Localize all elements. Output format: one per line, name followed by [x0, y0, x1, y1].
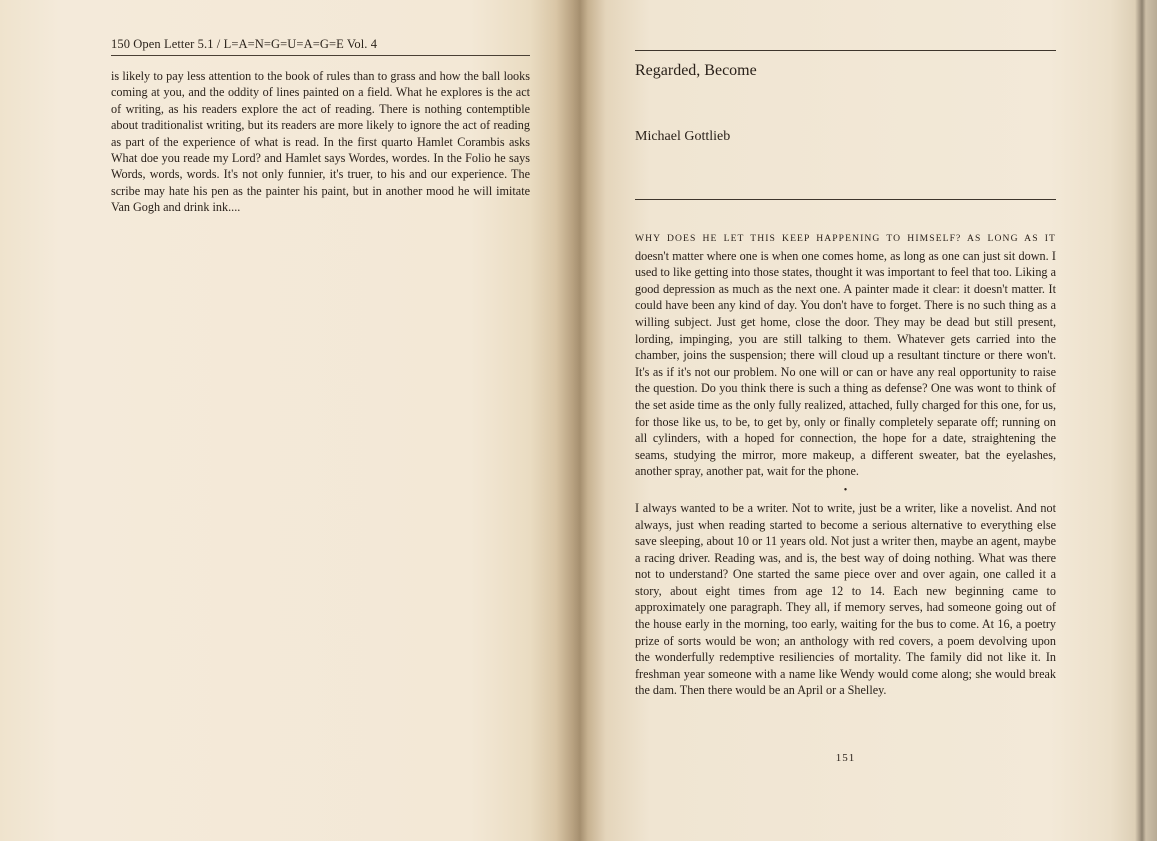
title-block-rule — [635, 199, 1056, 200]
left-page-text — [111, 68, 530, 216]
article-title: Regarded, Become — [635, 62, 757, 79]
opening-small-caps: WHY DOES HE LET THIS KEEP HAPPENING TO HIMSELF? AS LONG AS IT — [635, 233, 1056, 244]
running-head: 150 Open Letter 5.1 / L=A=N=G=U=A=G=E Vol. 4 — [111, 37, 530, 56]
right-page — [578, 0, 1157, 841]
paragraph-1-body: doesn't matter where one is when one comes home, as long as one can just sit down. I used to like getting into those states, thought it was important to feel that too. Liking a good depression as much as the next one. A painter made it clear: it doesn't matter. It could have been any kind of day. You don't have to forget. There is no such thing as a willing subject. Just get home, close the door. They may be dead but still present, lording, impinging, you are still talking to them. Whatever gets carried into the chamber, joins the suspension; there will cloud up a resultant tincture or there won't. It's as if it's not our problem. No one will or can or have any real opportunity to raise the question. Do you think there is such a thing as defense? One was wont to think of the set aside time as the only fully realized, attached, fully charged for this one, for us, for those like us, to be, to get by, only or finally completely separate off; running on all cylinders, with a hoped for connection, the hope for a date, straightening the seams, studying the mirror, more makeup, a different sweater, bat the eyelashes, another spray, another pat, wait for the phone. — [635, 248, 1056, 479]
page-number: 151 — [835, 752, 856, 764]
left-page — [0, 0, 578, 841]
paragraph-2: I always wanted to be a writer. Not to write, just be a writer, like a novelist. And not always, just when reading started to become a serious alternative to everything else save sleeping, about 10 or 11 years old. Not just a writer then, maybe an agent, maybe a racing driver. Reading was, and is, the best way of doing nothing. What was there not to understand? One started the same piece over and over again, one called it a story, about eight times from age 12 to 14. Each new beginning came to approximately one paragraph. They all, if memory serves, had someone going out of the house early in the morning, too early, waiting for the bus to come. At 16, a poetry prize of sorts would be won; an anthology with red covers, a poem devolving upon the wonderfully redemptive resiliencies of mortality. The family did not like it. In freshman year someone with a name like Wendy would come along; she would break the dam. Then there would be an April or a Shelley. — [635, 500, 1056, 698]
article-author: Michael Gottlieb — [635, 129, 731, 144]
right-page-text — [635, 229, 1056, 699]
section-break-mark: • — [843, 484, 848, 496]
left-body-paragraph: is likely to pay less attention to the book of rules than to grass and how the ball looks coming at you, and the oddity of lines painted on a field. What he explores is the act of writing, as his readers explore the act of reading. There is nothing contemptible about traditionalist writing, but its readers are more likely to ignore the act of reading as part of the experience of what is read. In the first quarto Hamlet Corambis asks What doe you reade my Lord? and Hamlet says Wordes, wordes. In the Folio he says Words, words, words. It's not only funnier, it's truer, to his and our experience. The scribe may hate his pen as the painter his paint, but in another mood he will imitate Van Gogh and drink ink.... — [111, 69, 530, 215]
top-rule — [635, 50, 1056, 51]
paragraph-1 — [635, 229, 1056, 480]
